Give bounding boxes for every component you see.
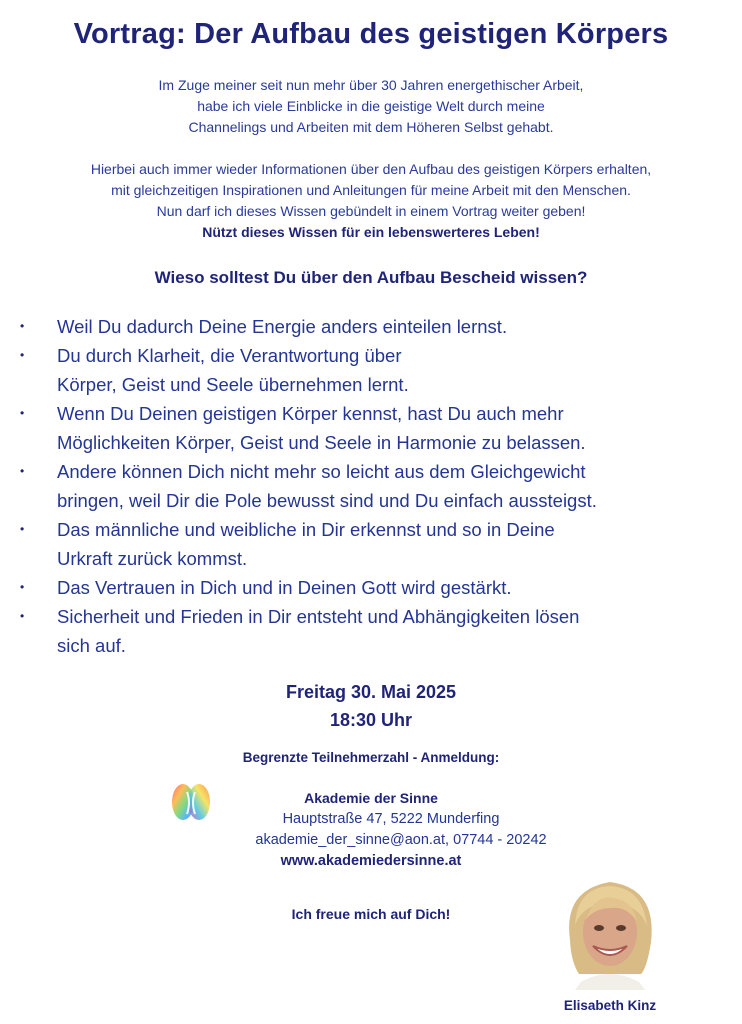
- bullet-icon: •: [20, 580, 25, 594]
- list-item: [20, 573, 720, 602]
- intro-line: habe ich viele Einblicke in die geistige Welt durch meine: [197, 98, 545, 114]
- list-item-line: Wenn Du Deinen geistigen Körper kennst, hast Du auch mehr: [57, 403, 564, 424]
- list-item: [20, 457, 720, 515]
- list-item-line: Du durch Klarheit, die Verantwortung über: [57, 345, 402, 366]
- intro-paragraph-1: [0, 75, 742, 138]
- event-date: Freitag 30. Mai 2025: [285, 682, 457, 702]
- bullet-icon: •: [20, 406, 25, 420]
- presenter-photo: [555, 870, 665, 990]
- intro-line: Im Zuge meiner seit nun mehr über 30 Jahren energethischer Arbeit,: [158, 77, 584, 93]
- list-item: [20, 341, 720, 399]
- list-item: [20, 515, 720, 573]
- event-datetime: [0, 678, 742, 734]
- bullet-icon: •: [20, 522, 25, 536]
- list-item-line: Das Vertrauen in Dich und in Deinen Gott wird gestärkt.: [57, 577, 512, 598]
- registration-note: Begrenzte Teilnehmerzahl - Anmeldung:: [242, 750, 500, 765]
- presenter-name: Elisabeth Kinz: [563, 998, 657, 1013]
- website-link[interactable]: www.akademiedersinne.at: [280, 853, 462, 869]
- email-phone[interactable]: akademie_der_sinne@aon.at, 07744 - 20242: [255, 832, 547, 848]
- closing-line: Ich freue mich auf Dich!: [291, 906, 451, 922]
- page-title: Vortrag: Der Aufbau des geistigen Körpers: [73, 18, 669, 50]
- list-item-line: Das männliche und weibliche in Dir erkennst und so in Deine: [57, 519, 555, 540]
- intro-line: Nun darf ich dieses Wissen gebündelt in einem Vortrag weiter geben!: [156, 203, 586, 219]
- address: Hauptstraße 47, 5222 Munderfing: [282, 811, 500, 827]
- organisation-name: Akademie der Sinne: [304, 790, 438, 806]
- intro-callout: Nützt dieses Wissen für ein lebenswerteres Leben!: [202, 224, 540, 240]
- contact-block: [0, 788, 742, 872]
- intro-paragraph-2: [0, 159, 742, 243]
- intro-line: mit gleichzeitigen Inspirationen und Anleitungen für meine Arbeit mit den Menschen.: [111, 182, 631, 198]
- list-item: [20, 312, 720, 341]
- section-heading: Wieso solltest Du über den Aufbau Bescheid wissen?: [154, 268, 588, 287]
- list-item-line: bringen, weil Dir die Pole bewusst sind und Du einfach aussteigst.: [57, 490, 597, 511]
- list-item-line: Andere können Dich nicht mehr so leicht aus dem Gleichgewicht: [57, 461, 586, 482]
- bullet-icon: •: [20, 609, 25, 623]
- intro-line: Channelings und Arbeiten mit dem Höheren Selbst gehabt.: [188, 119, 554, 135]
- list-item-line: Möglichkeiten Körper, Geist und Seele in Harmonie zu belassen.: [57, 432, 586, 453]
- list-item: [20, 399, 720, 457]
- list-item-line: Sicherheit und Frieden in Dir entsteht und Abhängigkeiten lösen: [57, 606, 580, 627]
- list-item-line: Urkraft zurück kommst.: [57, 548, 248, 569]
- list-item-line: sich auf.: [57, 635, 126, 656]
- intro-line: Hierbei auch immer wieder Informationen über den Aufbau des geistigen Körpers erhalten,: [90, 161, 652, 177]
- list-item: [20, 602, 720, 660]
- reasons-list: [20, 312, 720, 660]
- list-item-line: Weil Du dadurch Deine Energie anders einteilen lernst.: [57, 316, 508, 337]
- bullet-icon: •: [20, 319, 25, 333]
- list-item-line: Körper, Geist und Seele übernehmen lernt.: [57, 374, 409, 395]
- bullet-icon: •: [20, 348, 25, 362]
- event-time: 18:30 Uhr: [329, 710, 413, 730]
- bullet-icon: •: [20, 464, 25, 478]
